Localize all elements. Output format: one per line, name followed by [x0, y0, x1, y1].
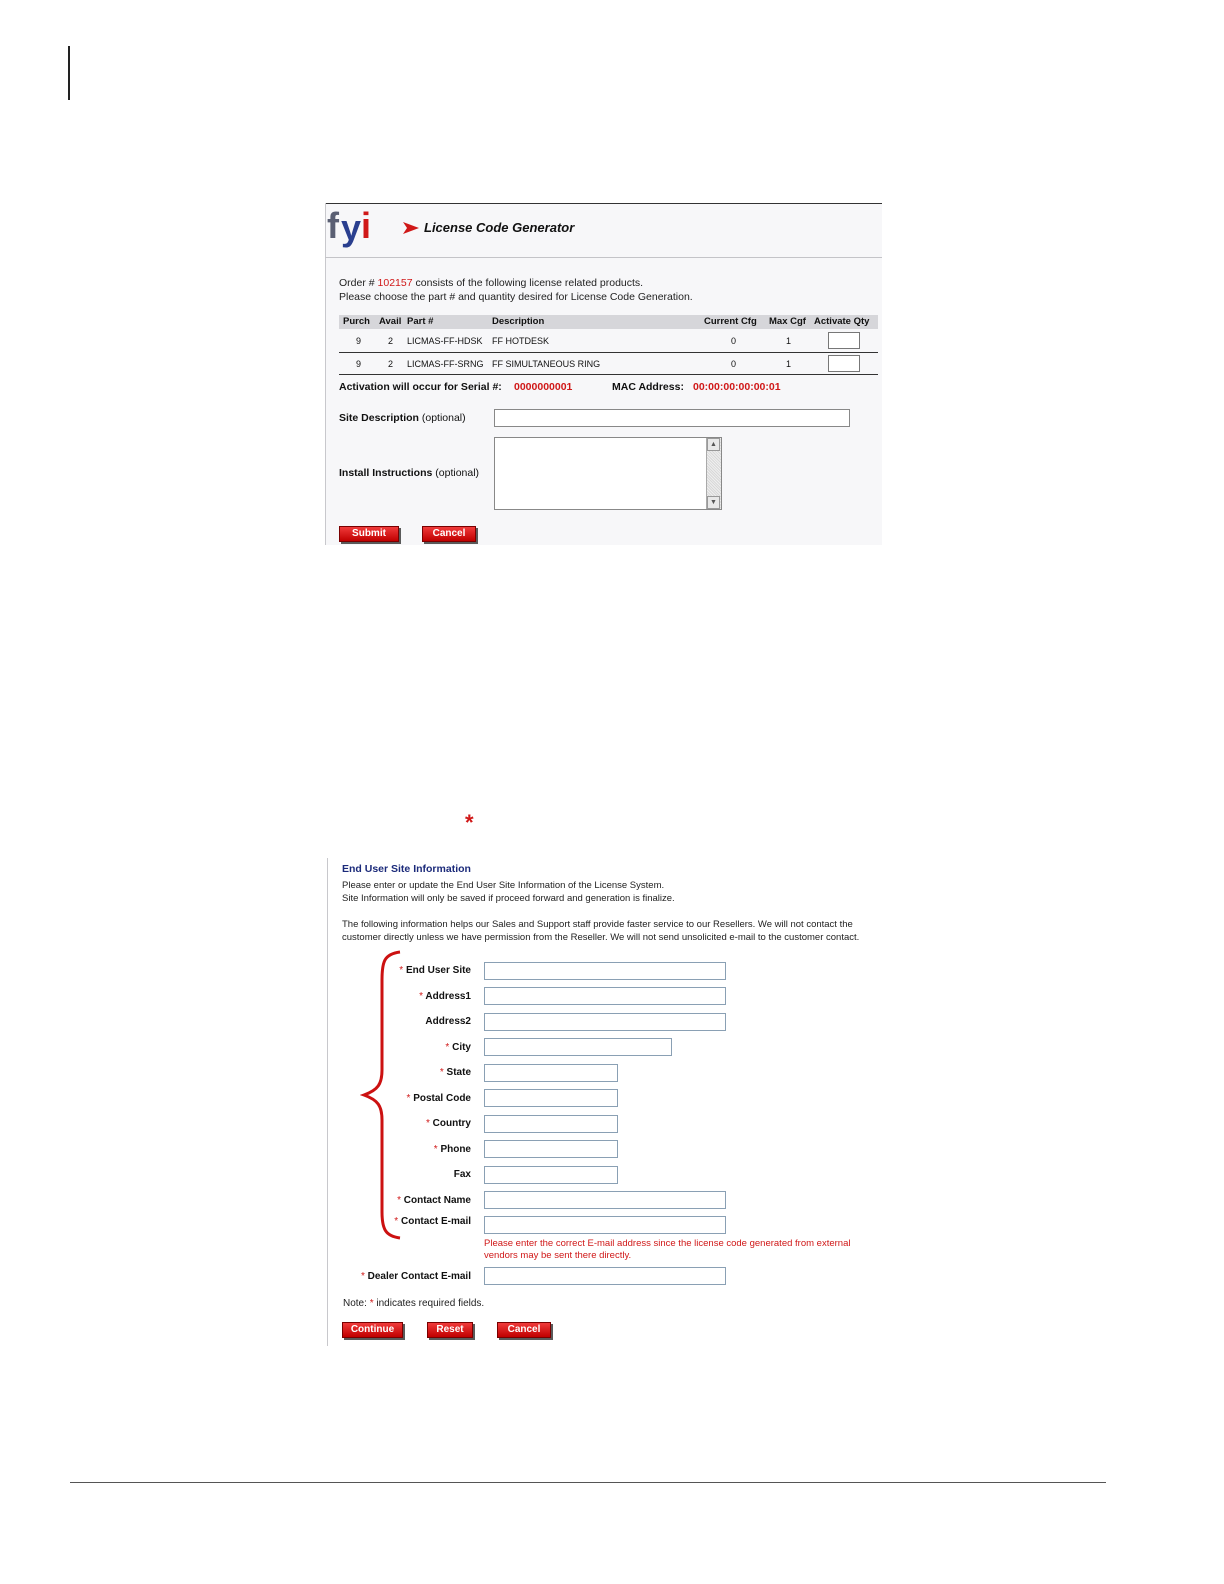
required-mark: *	[406, 1093, 411, 1104]
cancel-button[interactable]: Cancel	[422, 526, 476, 542]
state-input[interactable]	[484, 1064, 618, 1082]
scroll-up-icon[interactable]: ▲	[707, 438, 720, 451]
label-text: Address1	[425, 991, 471, 1002]
row2-purch: 9	[356, 359, 362, 369]
install-instructions-label	[339, 467, 479, 479]
intro-line-2: Site Information will only be saved if proceed forward and generation is finalize.	[342, 893, 675, 904]
label-text: Dealer Contact E-mail	[367, 1271, 471, 1282]
label-text: Contact Name	[403, 1195, 471, 1206]
contact-email-input[interactable]	[484, 1216, 726, 1234]
required-mark: *	[445, 1042, 450, 1053]
required-mark: *	[433, 1144, 438, 1155]
label-text: Address2	[425, 1016, 471, 1027]
optional-text: (optional)	[421, 412, 466, 424]
note-asterisk: *	[369, 1298, 374, 1309]
label-text: Country	[432, 1118, 471, 1129]
row1-current-cfg: 0	[731, 336, 737, 346]
label-text: Postal Code	[413, 1093, 471, 1104]
install-instructions-textarea[interactable]	[494, 437, 722, 510]
phone-input[interactable]	[484, 1140, 618, 1158]
fax-input[interactable]	[484, 1166, 618, 1184]
label-contact-email	[394, 1216, 471, 1227]
required-mark: *	[419, 991, 423, 1002]
row2-activate-qty-input[interactable]	[828, 355, 860, 372]
col-max-cfg: Max Cgf	[769, 316, 806, 327]
panel-top-border	[325, 203, 882, 204]
arrow-right-icon	[403, 222, 419, 234]
svg-text:y: y	[341, 207, 359, 248]
label-state	[440, 1067, 471, 1078]
label-postal-code	[407, 1093, 471, 1104]
row1-avail: 2	[388, 336, 394, 346]
reset-button[interactable]: Reset	[427, 1322, 473, 1338]
license-code-generator-panel	[325, 203, 882, 545]
required-fields-brace-icon	[360, 950, 402, 1240]
svg-text:i: i	[361, 205, 372, 246]
row2-avail: 2	[388, 359, 394, 369]
site-description-input[interactable]	[494, 409, 850, 427]
header-divider	[325, 257, 882, 258]
order-instruction: Please choose the part # and quantity desired for License Code Generation.	[339, 291, 693, 303]
label-address1	[419, 991, 471, 1002]
required-mark: *	[425, 1118, 430, 1129]
label-phone	[434, 1144, 471, 1155]
row2-description: FF SIMULTANEOUS RING	[492, 359, 601, 369]
row1-purch: 9	[356, 336, 362, 346]
row1-part: LICMAS-FF-HDSK	[407, 336, 483, 346]
required-fields-note	[343, 1298, 484, 1309]
optional-text: (optional)	[435, 467, 480, 479]
required-mark: *	[360, 1271, 365, 1282]
email-warning: Please enter the correct E-mail address since the license code generated from external vendors may be sent there directly.	[484, 1238, 851, 1261]
label-text: Contact E-mail	[400, 1216, 471, 1227]
country-input[interactable]	[484, 1115, 618, 1133]
scroll-down-icon[interactable]: ▼	[707, 496, 720, 509]
svg-text:f: f	[327, 205, 336, 246]
mac-value: 00:00:00:00:00:01	[693, 381, 781, 393]
label-contact-name	[397, 1195, 471, 1206]
label-text: City	[452, 1042, 471, 1053]
row2-max-cfg: 1	[786, 359, 792, 369]
cancel-button[interactable]: Cancel	[497, 1322, 551, 1338]
panel-left-border	[327, 858, 328, 1346]
note-prefix: Note:	[343, 1298, 370, 1309]
submit-button[interactable]: Submit	[339, 526, 399, 542]
row-divider	[339, 374, 878, 375]
textarea-scrollbar[interactable]	[706, 438, 721, 509]
label-end-user-site	[399, 965, 471, 976]
label-dealer-contact-email	[361, 1271, 471, 1282]
col-description: Description	[492, 316, 545, 327]
order-suffix: consists of the following license related products.	[412, 277, 644, 289]
order-summary	[339, 277, 643, 289]
intro-line-1: Please enter or update the End User Site Information of the License System.	[342, 880, 665, 891]
install-instructions-text: Install Instructions	[339, 467, 433, 479]
col-activate-qty: Activate Qty	[814, 316, 870, 327]
required-mark: *	[439, 1067, 444, 1078]
site-description-text: Site Description	[339, 412, 419, 424]
postal-code-input[interactable]	[484, 1089, 618, 1107]
col-purch: Purch	[343, 316, 370, 327]
label-address2	[425, 1016, 471, 1027]
label-country	[426, 1118, 471, 1129]
row1-description: FF HOTDESK	[492, 336, 550, 346]
row1-activate-qty-input[interactable]	[828, 332, 860, 349]
label-text: Phone	[440, 1144, 471, 1155]
label-text: State	[446, 1067, 471, 1078]
continue-button[interactable]: Continue	[342, 1322, 403, 1338]
label-text: Fax	[453, 1169, 471, 1180]
panel-left-border	[325, 203, 326, 545]
site-description-label	[339, 412, 466, 424]
section-title: End User Site Information	[342, 863, 471, 875]
city-input[interactable]	[484, 1038, 672, 1056]
required-asterisk-icon: *	[465, 810, 474, 835]
col-avail: Avail	[379, 316, 402, 327]
label-fax	[454, 1169, 471, 1180]
page-title: License Code Generator	[424, 220, 575, 235]
row1-max-cfg: 1	[786, 336, 792, 346]
required-mark: *	[397, 1195, 401, 1206]
mac-label: MAC Address:	[612, 381, 684, 393]
order-number: 102157	[377, 277, 413, 289]
required-mark: *	[399, 965, 404, 976]
order-prefix: Order #	[339, 277, 378, 289]
label-city	[445, 1042, 471, 1053]
end-user-site-input[interactable]	[484, 962, 726, 980]
col-part: Part #	[407, 316, 434, 327]
required-mark: *	[394, 1216, 399, 1227]
row-divider	[339, 352, 878, 353]
end-user-site-panel	[327, 858, 887, 1346]
contact-name-input[interactable]	[484, 1191, 726, 1209]
dealer-contact-email-input[interactable]	[484, 1267, 726, 1285]
col-current-cfg: Current Cfg	[704, 316, 757, 327]
fyi-logo	[327, 205, 379, 253]
row2-current-cfg: 0	[731, 359, 737, 369]
footer-rule	[70, 1482, 1106, 1483]
address2-input[interactable]	[484, 1013, 726, 1031]
label-text: End User Site	[405, 965, 471, 976]
address1-input[interactable]	[484, 987, 726, 1005]
intro-paragraph: The following information helps our Sales and Support staff provide faster service to our Resellers. We will not contact the customer directly unless we have permission from the Reseller. We will not send unsolicited e-mail to the customer contact.	[342, 919, 860, 943]
note-suffix: indicates required fields.	[373, 1298, 485, 1309]
row2-part: LICMAS-FF-SRNG	[407, 359, 484, 369]
serial-label: Activation will occur for Serial #:	[339, 381, 502, 393]
serial-value: 0000000001	[514, 381, 573, 393]
margin-rule	[68, 46, 70, 100]
